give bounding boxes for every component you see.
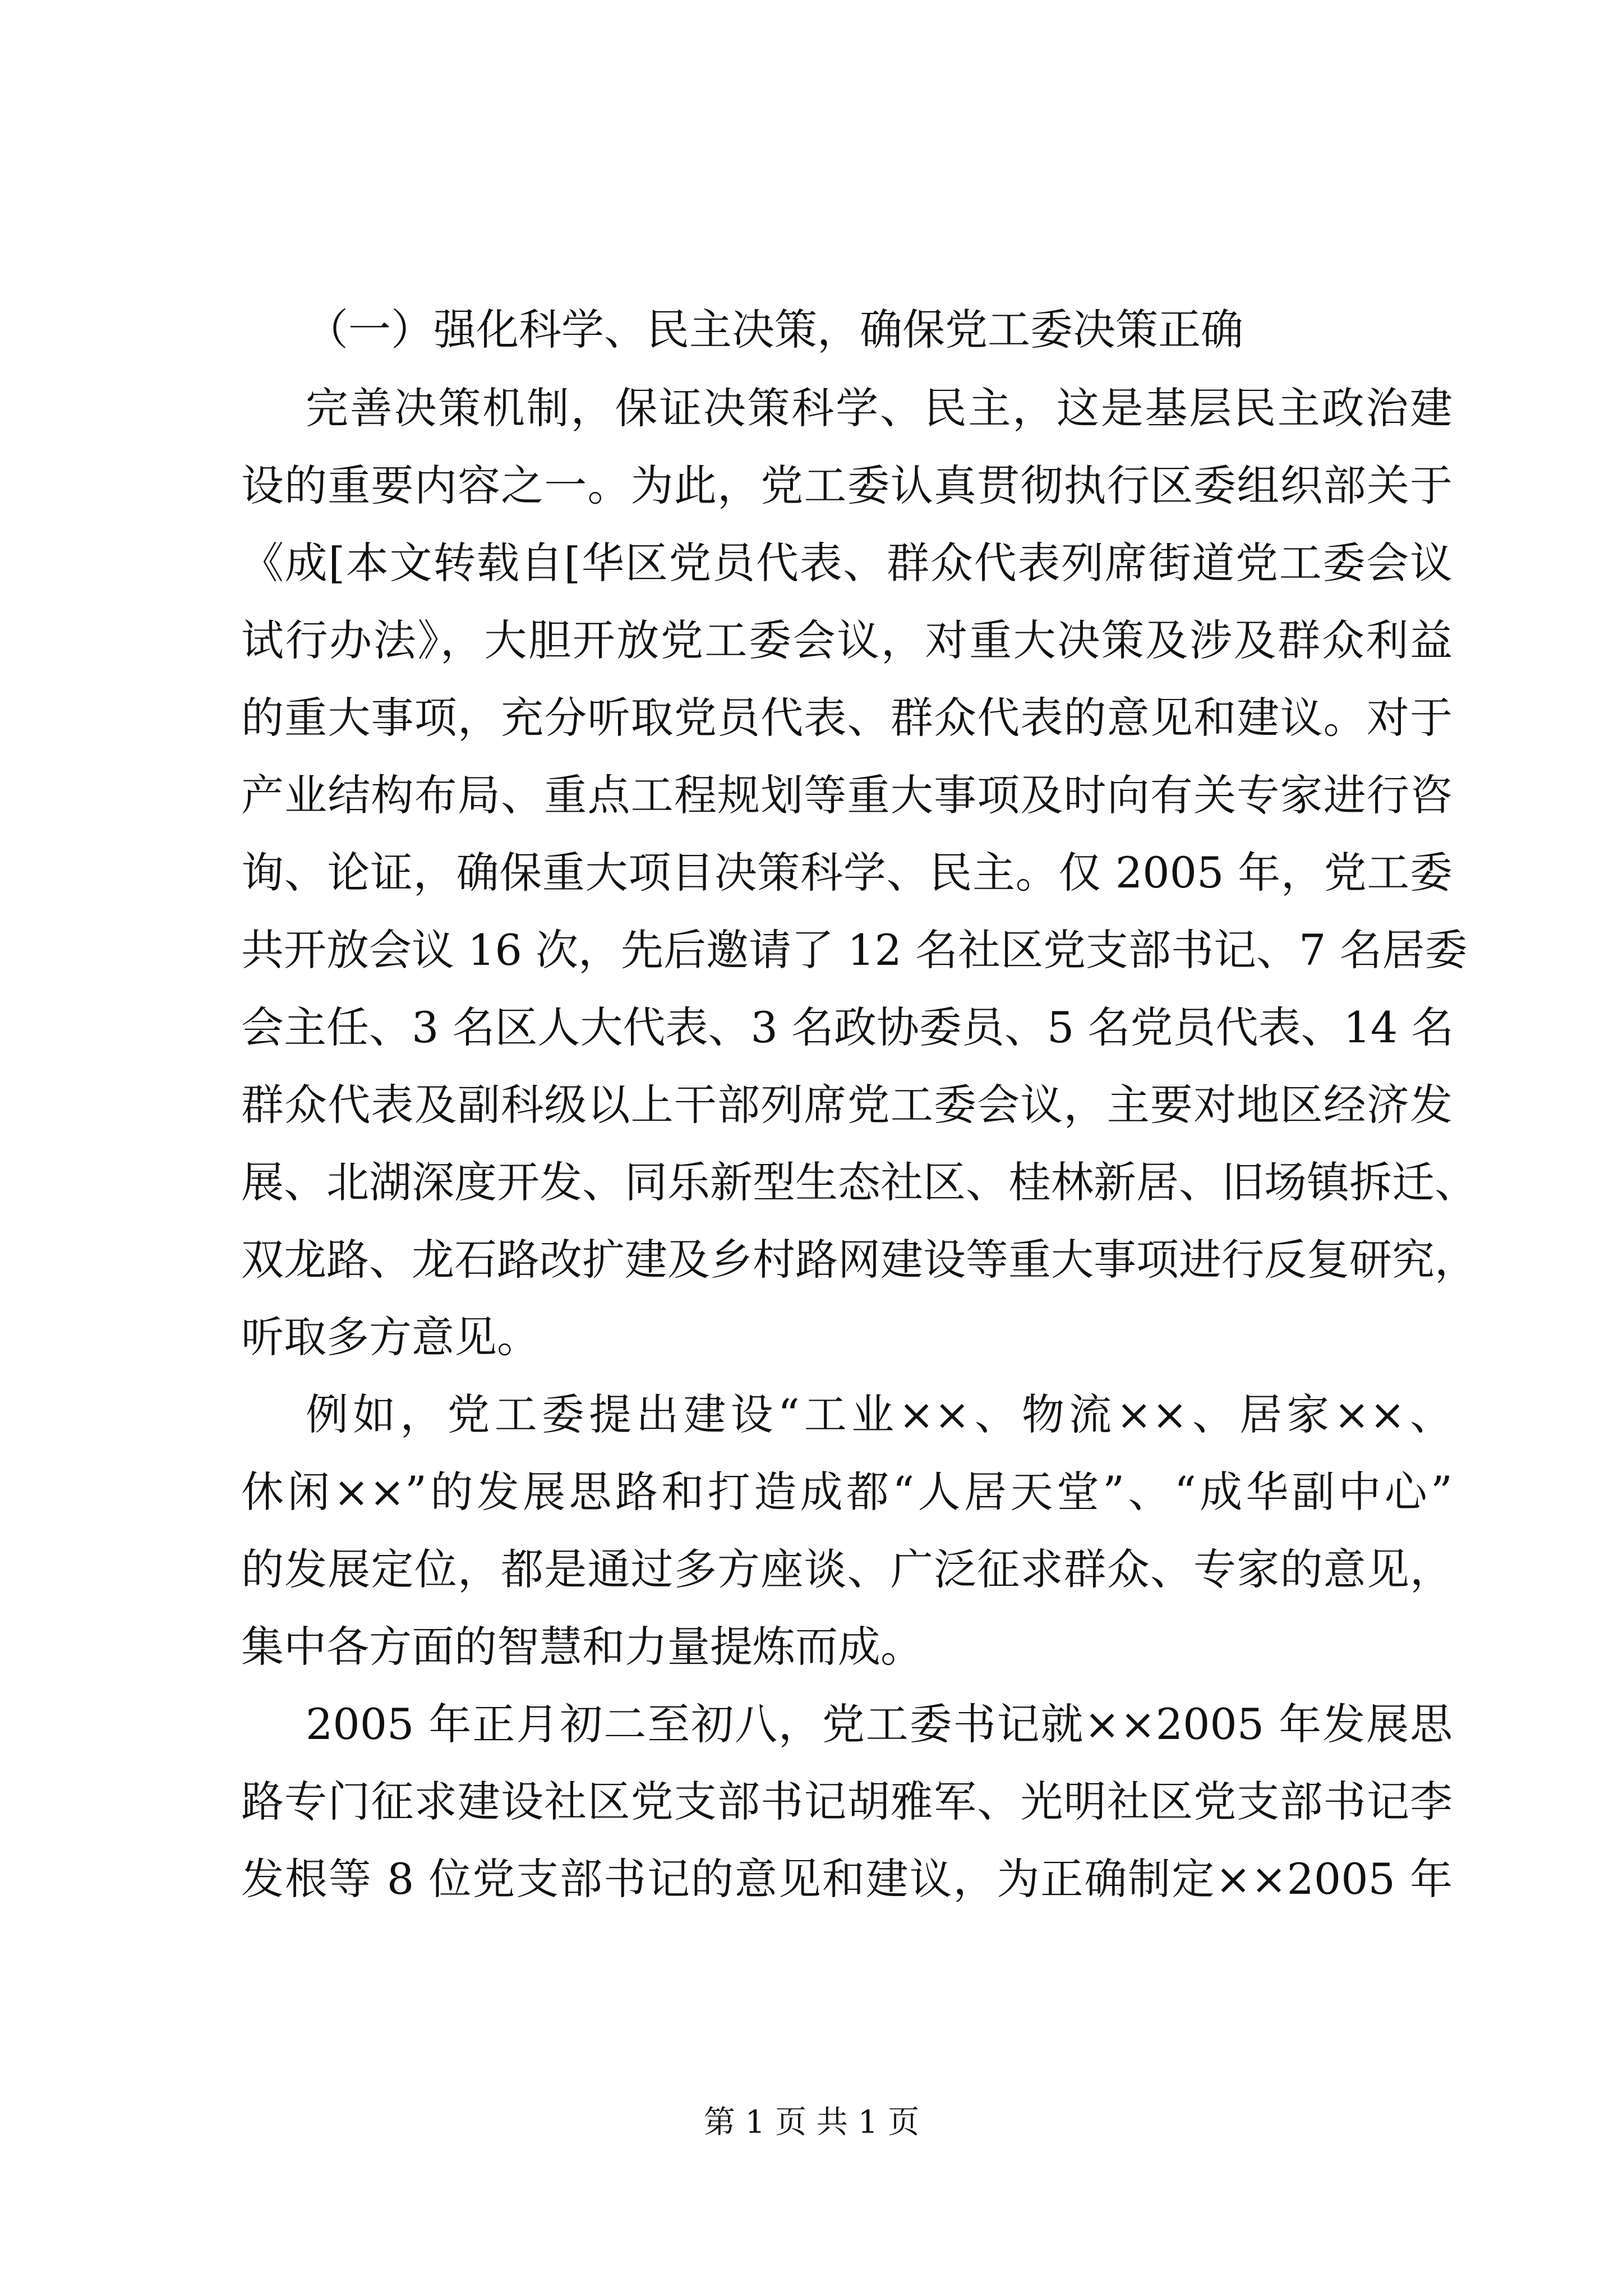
paragraph-1-line-6: 产业结构布局、重点工程规划等重大事项及时向有关专家进行咨 <box>241 770 1453 820</box>
paragraph-1-line-11: 展、北湖深度开发、同乐新型生态社区、桂林新居、旧场镇拆迁、 <box>241 1157 1477 1207</box>
paragraph-3-line-3: 发根等 8 位党支部书记的意见和建议，为正确制定××2005 年 <box>241 1854 1453 1904</box>
paragraph-1-line-7: 询、论证，确保重大项目决策科学、民主。仅 2005 年，党工委 <box>241 848 1453 898</box>
paragraph-1-line-13: 听取多方意见。 <box>241 1312 540 1362</box>
paragraph-1-line-8: 共开放会议 16 次，先后邀请了 12 名社区党支部书记、7 名居委 <box>241 925 1468 975</box>
paragraph-2-line-4: 集中各方面的智慧和力量提炼而成。 <box>241 1622 923 1672</box>
section-heading: （一）强化科学、民主决策，确保党工委决策正确 <box>306 305 1243 355</box>
paragraph-2-line-3: 的发展定位，都是通过多方座谈、广泛征求群众、专家的意见， <box>241 1544 1453 1594</box>
paragraph-1-line-9: 会主任、3 名区人大代表、3 名政协委员、5 名党员代表、14 名 <box>241 1002 1454 1052</box>
paragraph-1-line-4: 试行办法》，大胆开放党工委会议，对重大决策及涉及群众利益 <box>241 615 1453 665</box>
paragraph-3-line-1: 2005 年正月初二至初八，党工委书记就××2005 年发展思 <box>306 1699 1453 1749</box>
paragraph-2-line-1: 例如，党工委提出建设“工业××、物流××、居家××、 <box>306 1389 1453 1439</box>
page-number-footer: 第 1 页 共 1 页 <box>703 2104 920 2141</box>
paragraph-1-line-5: 的重大事项，充分听取党员代表、群众代表的意见和建议。对于 <box>241 693 1453 743</box>
paragraph-1-line-10: 群众代表及副科级以上干部列席党工委会议，主要对地区经济发 <box>241 1080 1453 1130</box>
paragraph-1-line-12: 双龙路、龙石路改扩建及乡村路网建设等重大事项进行反复研究， <box>241 1235 1477 1285</box>
paragraph-2-line-2: 休闲××”的发展思路和打造成都“人居天堂”、“成华副中心” <box>241 1467 1453 1517</box>
paragraph-3-line-2: 路专门征求建设社区党支部书记胡雅军、光明社区党支部书记李 <box>241 1777 1453 1826</box>
paragraph-1-line-3: 《成[本文转载自[华区党员代表、群众代表列席街道党工委会议 <box>241 538 1453 588</box>
paragraph-1-line-1: 完善决策机制，保证决策科学、民主，这是基层民主政治建 <box>306 383 1453 433</box>
paragraph-1-line-2: 设的重要内容之一。为此，党工委认真贯彻执行区委组织部关于 <box>241 461 1453 510</box>
